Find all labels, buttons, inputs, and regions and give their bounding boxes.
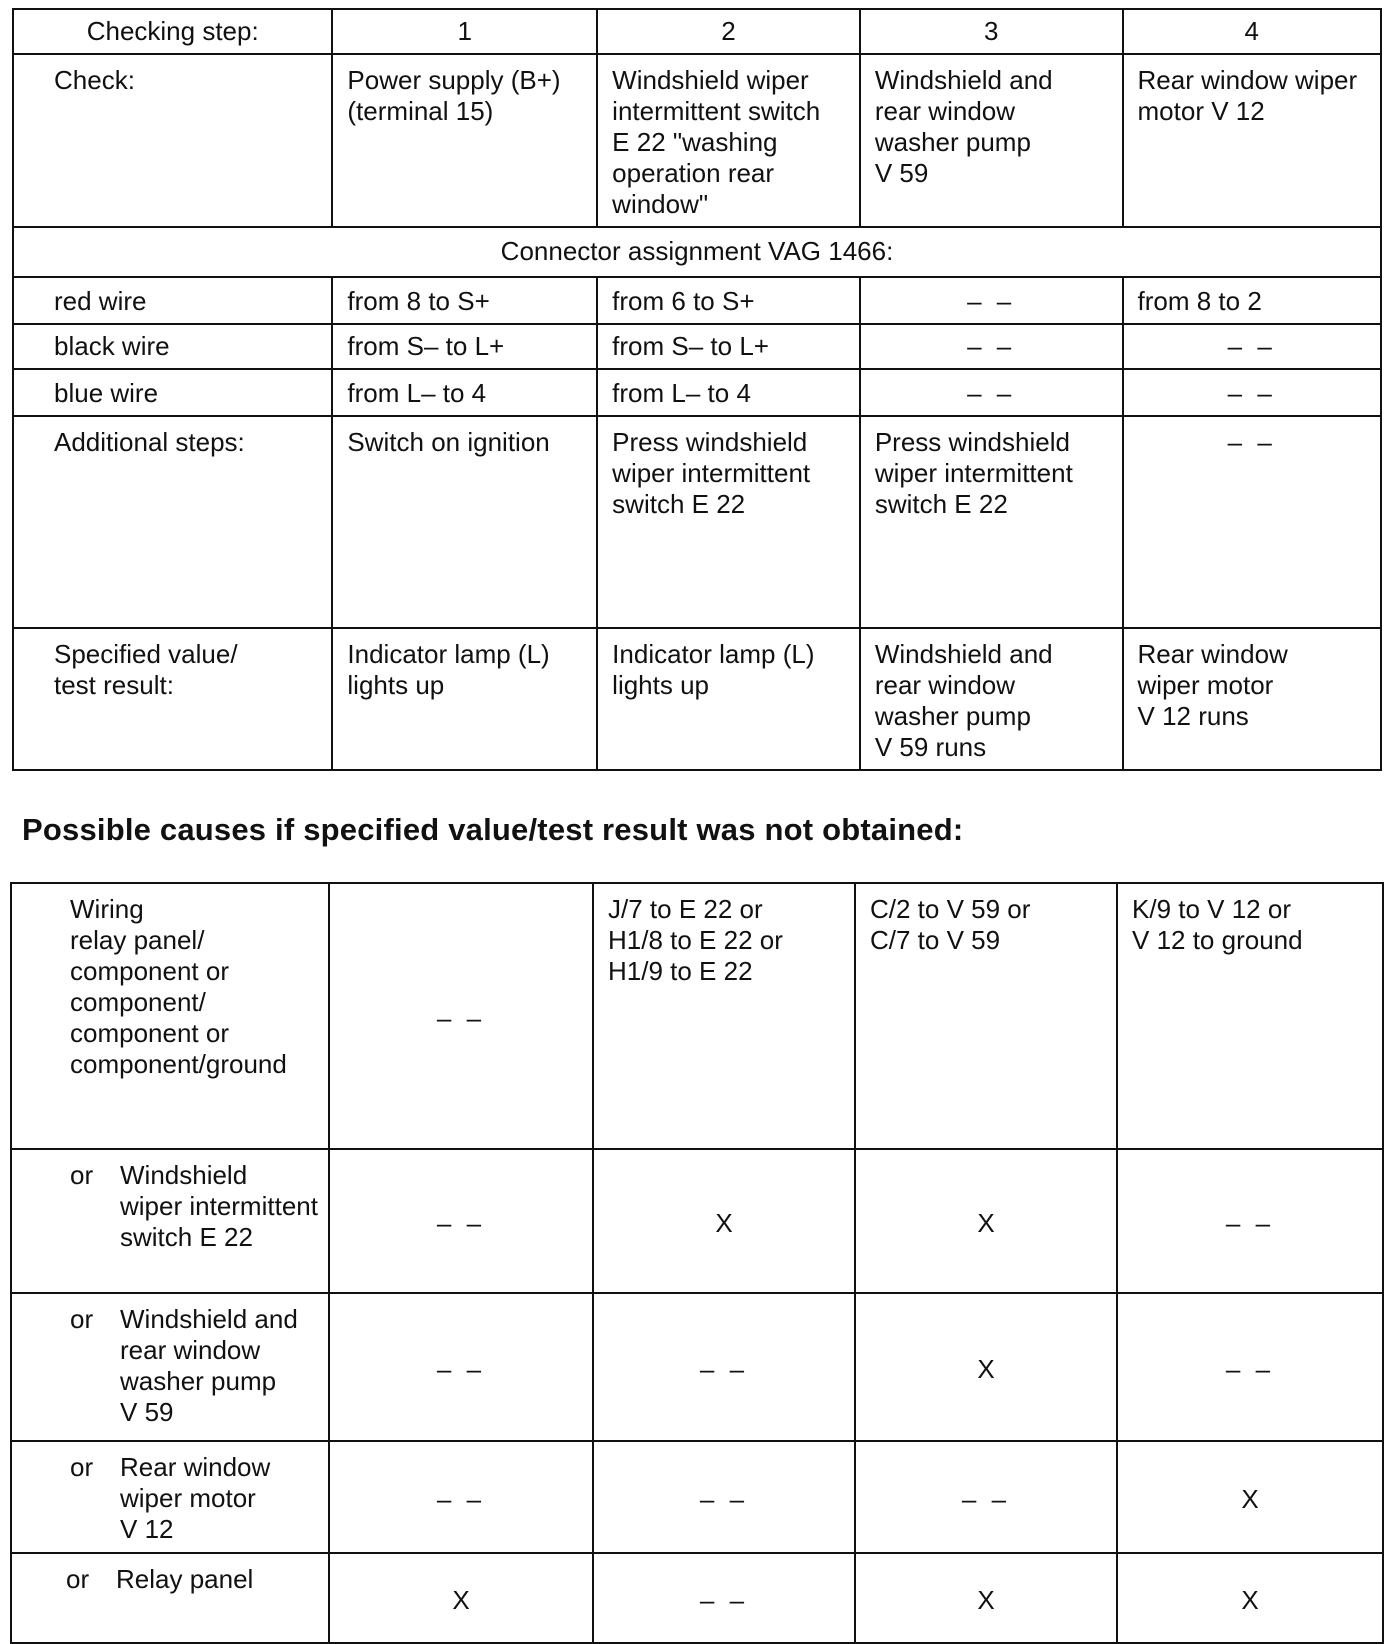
cause-row — [11, 1293, 1383, 1441]
checking-step-label: Checking step: — [13, 9, 332, 54]
wire-label: blue wire — [13, 369, 332, 416]
cause-cell: – – — [1117, 1149, 1383, 1293]
possible-causes-table — [10, 882, 1384, 1644]
cause-row — [11, 1553, 1383, 1643]
wire-label: red wire — [13, 277, 332, 324]
wire-label: black wire — [13, 324, 332, 369]
cause-cell: – – — [593, 1553, 855, 1643]
additional-step-cell: Press windshield wiper intermittent switch E 22 — [597, 416, 860, 628]
wiring-cell: J/7 to E 22 or H1/8 to E 22 or H1/9 to E 22 — [593, 883, 855, 1149]
cause-cell: X — [1117, 1441, 1383, 1553]
wiring-cell: K/9 to V 12 or V 12 to ground — [1117, 883, 1383, 1149]
wiring-cell: C/2 to V 59 or C/7 to V 59 — [855, 883, 1117, 1149]
step-number: 2 — [597, 9, 860, 54]
wire-cell: from 6 to S+ — [597, 277, 860, 324]
wire-cell: – – — [860, 324, 1123, 369]
wire-cell: – – — [1123, 369, 1381, 416]
wire-cell: from L– to 4 — [332, 369, 597, 416]
cause-label — [11, 1441, 329, 1553]
cause-text: Windshield wiper intermittent switch E 22 — [120, 1160, 318, 1252]
cause-cell: – – — [329, 1293, 593, 1441]
cause-cell: – – — [329, 1441, 593, 1553]
check-label: Check: — [13, 54, 332, 227]
wiring-cell: – – — [329, 883, 593, 1149]
additional-step-cell: Switch on ignition — [332, 416, 597, 628]
possible-causes-heading: Possible causes if specified value/test result was not obtained: — [22, 812, 964, 847]
checking-steps-table — [12, 8, 1382, 771]
wire-cell: – – — [860, 369, 1123, 416]
cause-row — [11, 1149, 1383, 1293]
additional-step-cell: Press windshield wiper intermittent switch E 22 — [860, 416, 1123, 628]
wire-cell: from L– to 4 — [597, 369, 860, 416]
cause-cell: – – — [593, 1293, 855, 1441]
wire-cell: – – — [860, 277, 1123, 324]
connector-heading-row — [13, 227, 1381, 277]
step-number: 3 — [860, 9, 1123, 54]
result-cell: Rear window wiper motor V 12 runs — [1123, 628, 1381, 770]
wire-row — [13, 277, 1381, 324]
result-cell: Windshield and rear window washer pump V 59 runs — [860, 628, 1123, 770]
result-cell: Indicator lamp (L) lights up — [597, 628, 860, 770]
wire-cell: from 8 to 2 — [1123, 277, 1381, 324]
connector-heading: Connector assignment VAG 1466: — [13, 227, 1381, 277]
check-cell: Windshield and rear window washer pump V 59 — [860, 54, 1123, 227]
wire-cell: from 8 to S+ — [332, 277, 597, 324]
cause-row — [11, 1441, 1383, 1553]
additional-step-cell: – – — [1123, 416, 1381, 628]
wire-row — [13, 369, 1381, 416]
cause-cell: X — [1117, 1553, 1383, 1643]
cause-label — [11, 1149, 329, 1293]
cause-cell: X — [593, 1149, 855, 1293]
cause-text: Windshield and rear window washer pump V 59 — [120, 1304, 298, 1427]
result-row — [13, 628, 1381, 770]
check-cell: Rear window wiper motor V 12 — [1123, 54, 1381, 227]
steps-header-row — [13, 9, 1381, 54]
cause-cell: X — [855, 1149, 1117, 1293]
step-number: 4 — [1123, 9, 1381, 54]
wiring-row — [11, 883, 1383, 1149]
check-row — [13, 54, 1381, 227]
cause-label — [11, 1293, 329, 1441]
wire-row — [13, 324, 1381, 369]
step-number: 1 — [332, 9, 597, 54]
wire-cell: from S– to L+ — [332, 324, 597, 369]
result-cell: Indicator lamp (L) lights up — [332, 628, 597, 770]
cause-cell: X — [855, 1553, 1117, 1643]
check-cell: Power supply (B+) (terminal 15) — [332, 54, 597, 227]
cause-cell: – – — [329, 1149, 593, 1293]
cause-cell: – – — [593, 1441, 855, 1553]
cause-text: Rear window wiper motor V 12 — [120, 1452, 271, 1544]
check-cell: Windshield wiper intermittent switch E 22 "washing operation rear window" — [597, 54, 860, 227]
or-label: or — [70, 1304, 94, 1334]
cause-cell: X — [855, 1293, 1117, 1441]
wiring-label: Wiring relay panel/ component or component/ component or component/ground — [11, 883, 329, 1149]
or-label: or — [70, 1452, 94, 1482]
or-label: or — [70, 1160, 94, 1190]
wire-cell: from S– to L+ — [597, 324, 860, 369]
result-label: Specified value/ test result: — [13, 628, 332, 770]
cause-label — [11, 1553, 329, 1643]
cause-cell: – – — [855, 1441, 1117, 1553]
wire-cell: – – — [1123, 324, 1381, 369]
or-label: or — [66, 1564, 90, 1594]
additional-steps-row — [13, 416, 1381, 628]
additional-steps-label: Additional steps: — [13, 416, 332, 628]
cause-cell: – – — [1117, 1293, 1383, 1441]
cause-text: Relay panel — [116, 1564, 254, 1594]
cause-cell: X — [329, 1553, 593, 1643]
